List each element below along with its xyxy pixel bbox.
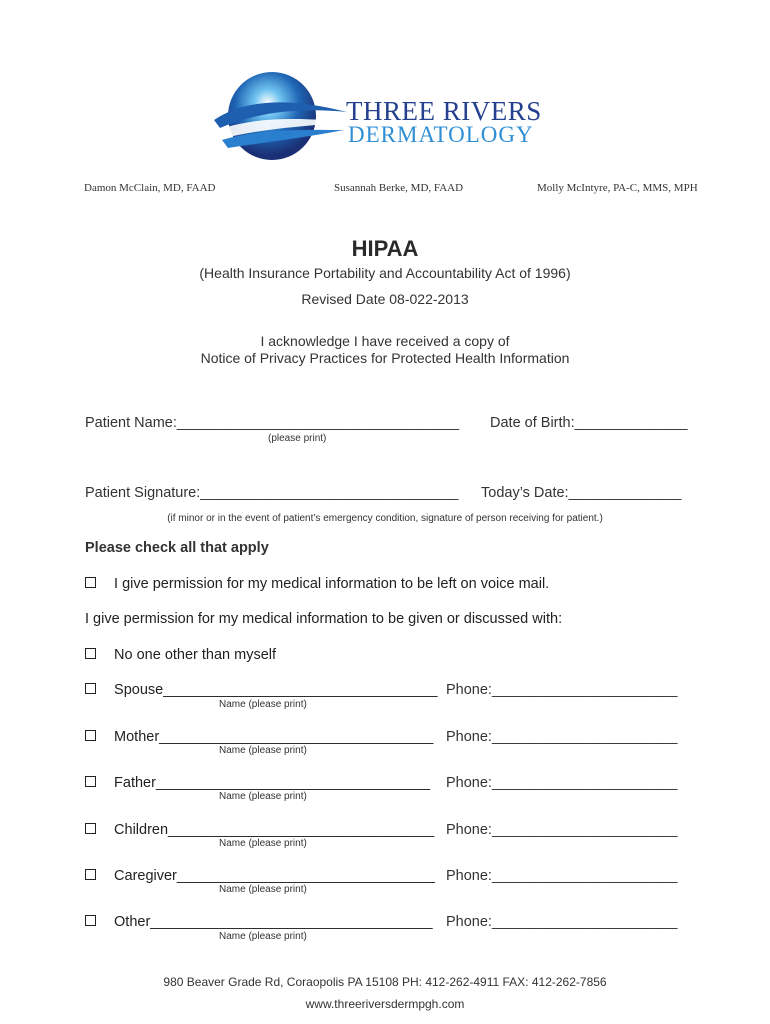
- other-phone-field[interactable]: Phone:_______________________: [446, 914, 678, 930]
- other-name-field[interactable]: Other___________________________________: [114, 914, 433, 930]
- logo-globe-icon: [212, 68, 352, 168]
- patient-name-hint: (please print): [268, 433, 327, 444]
- other-checkbox[interactable]: [85, 915, 96, 926]
- caregiver-name-field[interactable]: Caregiver________________________________: [114, 868, 435, 884]
- father-name-hint: Name (please print): [219, 791, 307, 802]
- footer-address: 980 Beaver Grade Rd, Coraopolis PA 15108 PH: 412-262-4911 FAX: 412-262-7856: [163, 975, 607, 989]
- acknowledgement-line-2: Notice of Privacy Practices for Protected Health Information: [200, 350, 570, 366]
- caregiver-name-hint: Name (please print): [219, 884, 307, 895]
- contact-caregiver[interactable]: [85, 868, 435, 884]
- check-heading: Please check all that apply: [85, 540, 269, 556]
- children-checkbox[interactable]: [85, 823, 96, 834]
- children-name-field[interactable]: Children_________________________________: [114, 822, 435, 838]
- children-phone-field[interactable]: Phone:_______________________: [446, 822, 678, 838]
- mother-checkbox[interactable]: [85, 730, 96, 741]
- no-one-label: No one other than myself: [114, 647, 277, 663]
- spouse-phone-field[interactable]: Phone:_______________________: [446, 682, 678, 698]
- contact-mother[interactable]: [85, 729, 433, 745]
- contact-other[interactable]: [85, 914, 433, 930]
- caregiver-phone-field[interactable]: Phone:_______________________: [446, 868, 678, 884]
- page-title: HIPAA: [351, 236, 419, 261]
- footer-website: www.threeriversdermpgh.com: [305, 997, 465, 1011]
- children-name-hint: Name (please print): [219, 838, 307, 849]
- voicemail-label: I give permission for my medical information to be left on voice mail.: [114, 576, 550, 592]
- no-one-checkbox[interactable]: [85, 648, 96, 659]
- spouse-checkbox[interactable]: [85, 683, 96, 694]
- contact-father[interactable]: [85, 775, 430, 791]
- contact-spouse[interactable]: [85, 682, 437, 698]
- todays-date-field[interactable]: Today’s Date:______________: [481, 485, 682, 501]
- father-checkbox[interactable]: [85, 776, 96, 787]
- spouse-name-field[interactable]: Spouse__________________________________: [114, 682, 438, 698]
- spouse-name-hint: Name (please print): [219, 699, 307, 710]
- logo: [212, 68, 352, 168]
- acknowledgement-line-1: I acknowledge I have received a copy of: [260, 333, 510, 349]
- page-subtitle: (Health Insurance Portability and Accountability Act of 1996): [199, 265, 571, 281]
- other-name-hint: Name (please print): [219, 931, 307, 942]
- signature-hint: (if minor or in the event of patient’s emergency condition, signature of person receiving for patient.): [167, 513, 603, 524]
- father-phone-field[interactable]: Phone:_______________________: [446, 775, 678, 791]
- date-of-birth-field[interactable]: Date of Birth:______________: [490, 415, 688, 431]
- patient-signature-field[interactable]: Patient Signature:________________________________: [85, 485, 459, 501]
- voicemail-checkbox[interactable]: [85, 577, 96, 588]
- caregiver-checkbox[interactable]: [85, 869, 96, 880]
- doctor-2: Susannah Berke, MD, FAAD: [334, 182, 464, 194]
- doctor-3: Molly McIntyre, PA-C, MMS, MPH: [537, 182, 698, 194]
- no-one-option[interactable]: [85, 647, 276, 663]
- mother-phone-field[interactable]: Phone:_______________________: [446, 729, 678, 745]
- logo-subtitle: DERMATOLOGY: [348, 122, 534, 147]
- voicemail-option[interactable]: [85, 576, 549, 592]
- patient-name-field[interactable]: Patient Name:___________________________________: [85, 415, 460, 431]
- doctor-1: Damon McClain, MD, FAAD: [84, 182, 216, 194]
- discuss-intro: I give permission for my medical information to be given or discussed with:: [85, 611, 563, 627]
- mother-name-field[interactable]: Mother__________________________________: [114, 729, 434, 745]
- logo-title: THREE RIVERS: [346, 96, 542, 126]
- mother-name-hint: Name (please print): [219, 745, 307, 756]
- revised-date: Revised Date 08-022-2013: [301, 291, 469, 307]
- father-name-field[interactable]: Father__________________________________: [114, 775, 431, 791]
- contact-children[interactable]: [85, 822, 434, 838]
